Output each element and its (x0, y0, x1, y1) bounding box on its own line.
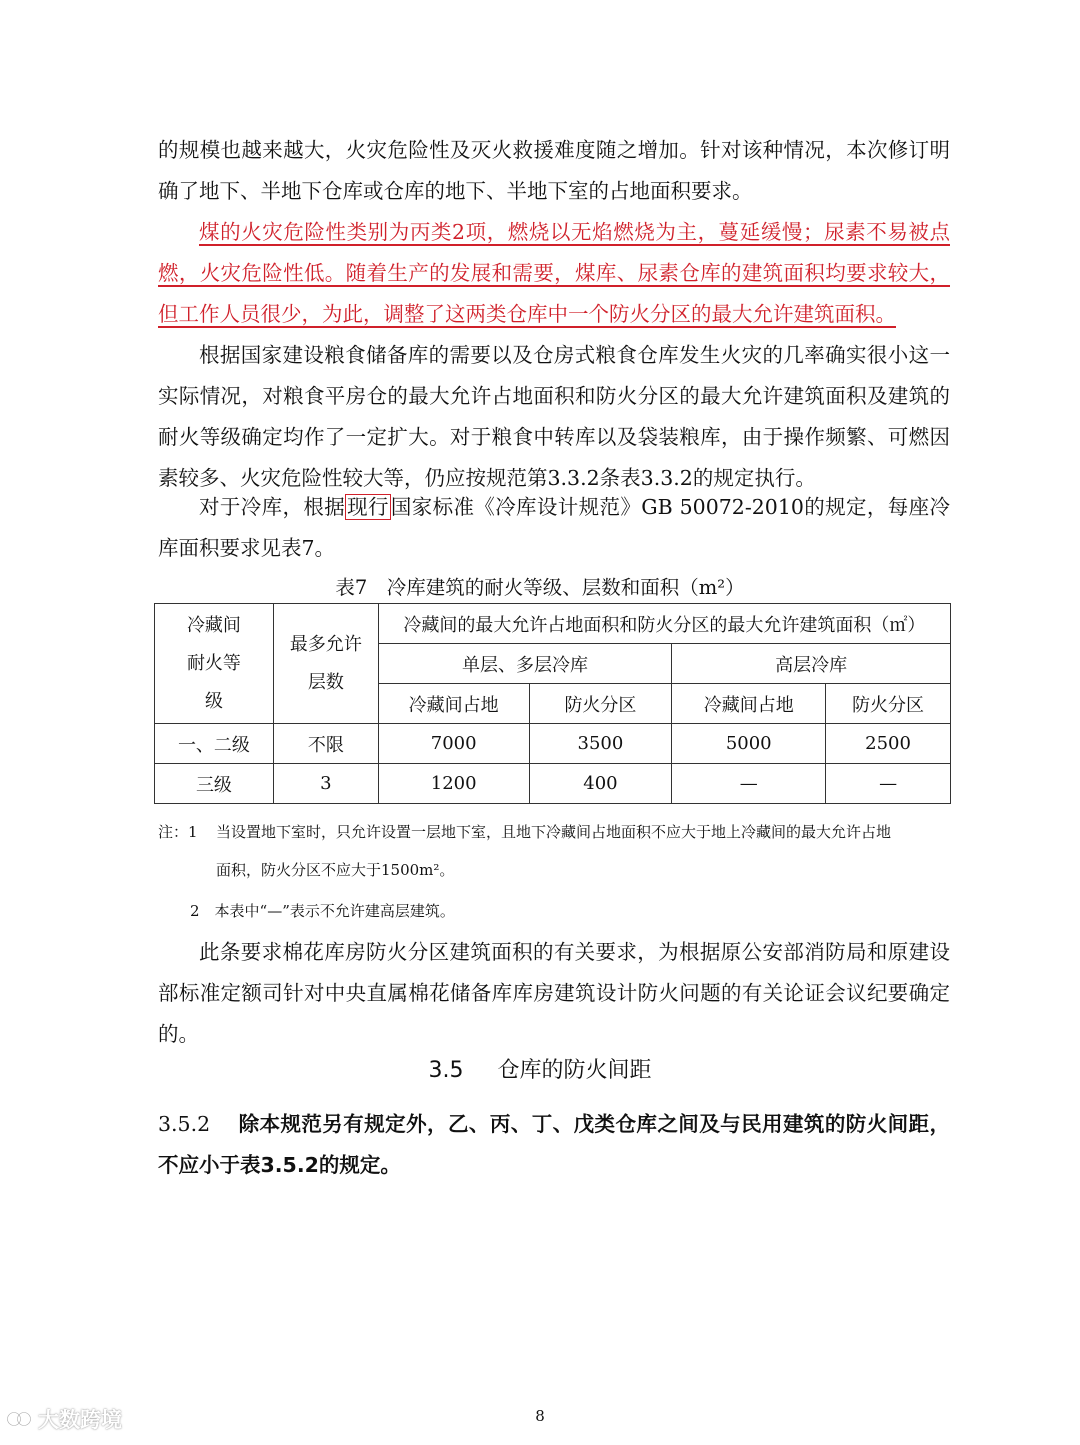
cold-storage-text-before: 对于冷库，根据 (199, 495, 346, 519)
cell-hi-occupy: 5000 (672, 724, 826, 764)
subheader-zone: 防火分区 (529, 684, 672, 724)
header-grade: 冷藏间耐火等级 (155, 604, 274, 724)
cell-hi-occupy: — (672, 764, 826, 804)
section-number: 3.5 (428, 1058, 464, 1083)
cell-hi-zone: — (826, 764, 951, 804)
header-floors: 最多允许层数 (273, 604, 378, 724)
note-1-line-1: 当设置地下室时，只允许设置一层地下室，且地下冷藏间占地面积不应大于地上冷藏间的最大允许占地 (216, 823, 892, 841)
cell-sm-zone: 3500 (529, 724, 672, 764)
subheader-zone: 防火分区 (826, 684, 951, 724)
cell-floors: 不限 (273, 724, 378, 764)
paragraph-1: 的规模也越来越大，火灾危险性及灭火救援难度随之增加。针对该种情况，本次修订明确了地下、半地下仓库或仓库的地下、半地下室的占地面积要求。 (158, 138, 950, 203)
cell-sm-occupy: 7000 (378, 724, 529, 764)
clause-text: 除本规范另有规定外，乙、丙、丁、戊类仓库之间及与民用建筑的防火间距，不应小于表3.5.2的规定。 (158, 1112, 950, 1177)
header-high: 高层冷库 (672, 644, 951, 684)
cell-grade: 一、二级 (155, 724, 274, 764)
page-number: 8 (535, 1407, 545, 1425)
table-caption: 表7 冷库建筑的耐火等级、层数和面积（m²） (335, 576, 745, 599)
paragraph-grain-storage: 根据国家建设粮食储备库的需要以及仓房式粮食仓库发生火灾的几率确实很小这一实际情况，对粮食平房仓的最大允许占地面积和防火分区的最大允许建筑面积及建筑的耐火等级确定均作了一定扩大。对于粮食中转库以及袋装粮库，由于操作频繁、可燃因素较多、火灾危险性较大等，仍应按规范第3.3.2条表3.3.2的规定执行。 (158, 343, 950, 490)
paragraph-cotton: 此条要求棉花库房防火分区建筑面积的有关要求，为根据原公安部消防局和原建设部标准定额司针对中央直属棉花储备库库房建筑设计防火问题的有关论证会议纪要确定的。 (158, 940, 950, 1046)
header-single-multi: 单层、多层冷库 (378, 644, 672, 684)
cold-storage-text-after: 国家标准《冷库设计规范》GB 50072-2010的规定，每座冷库面积要求见表7。 (158, 495, 951, 560)
table-7 (154, 603, 951, 804)
note-label: 注：1 (158, 823, 198, 841)
table-row (155, 724, 951, 764)
note-2: 2 本表中“—”表示不允许建高层建筑。 (190, 902, 455, 920)
cell-floors: 3 (273, 764, 378, 804)
cell-sm-occupy: 1200 (378, 764, 529, 804)
cell-grade: 三级 (155, 764, 274, 804)
clause-number: 3.5.2 (158, 1112, 211, 1136)
watermark-text: 大数跨境 (38, 1408, 122, 1432)
cell-hi-zone: 2500 (826, 724, 951, 764)
paragraph-cold-storage (158, 487, 950, 569)
clause-3-5-2 (158, 1104, 950, 1186)
subheader-occupy: 冷藏间占地 (378, 684, 529, 724)
paragraph-highlighted: 煤的火灾危险性类别为丙类2项，燃烧以无焰燃烧为主，蔓延缓慢；尿素不易被点燃，火灾危险性低。随着生产的发展和需要，煤库、尿素仓库的建筑面积均要求较大，但工作人员很少，为此，调整了这两类仓库中一个防火分区的最大允许建筑面积。 (158, 220, 950, 326)
section-title: 仓库的防火间距 (497, 1058, 652, 1083)
header-area: 冷藏间的最大允许占地面积和防火分区的最大允许建筑面积（㎡） (378, 604, 950, 644)
watermark (6, 1404, 122, 1434)
boxed-word: 现行 (347, 495, 389, 519)
note-1-line-2: 面积，防火分区不应大于1500m²。 (216, 861, 455, 879)
watermark-logo-icon (6, 1408, 32, 1430)
section-heading (0, 1053, 1080, 1084)
cell-sm-zone: 400 (529, 764, 672, 804)
table-row (155, 764, 951, 804)
subheader-occupy: 冷藏间占地 (672, 684, 826, 724)
